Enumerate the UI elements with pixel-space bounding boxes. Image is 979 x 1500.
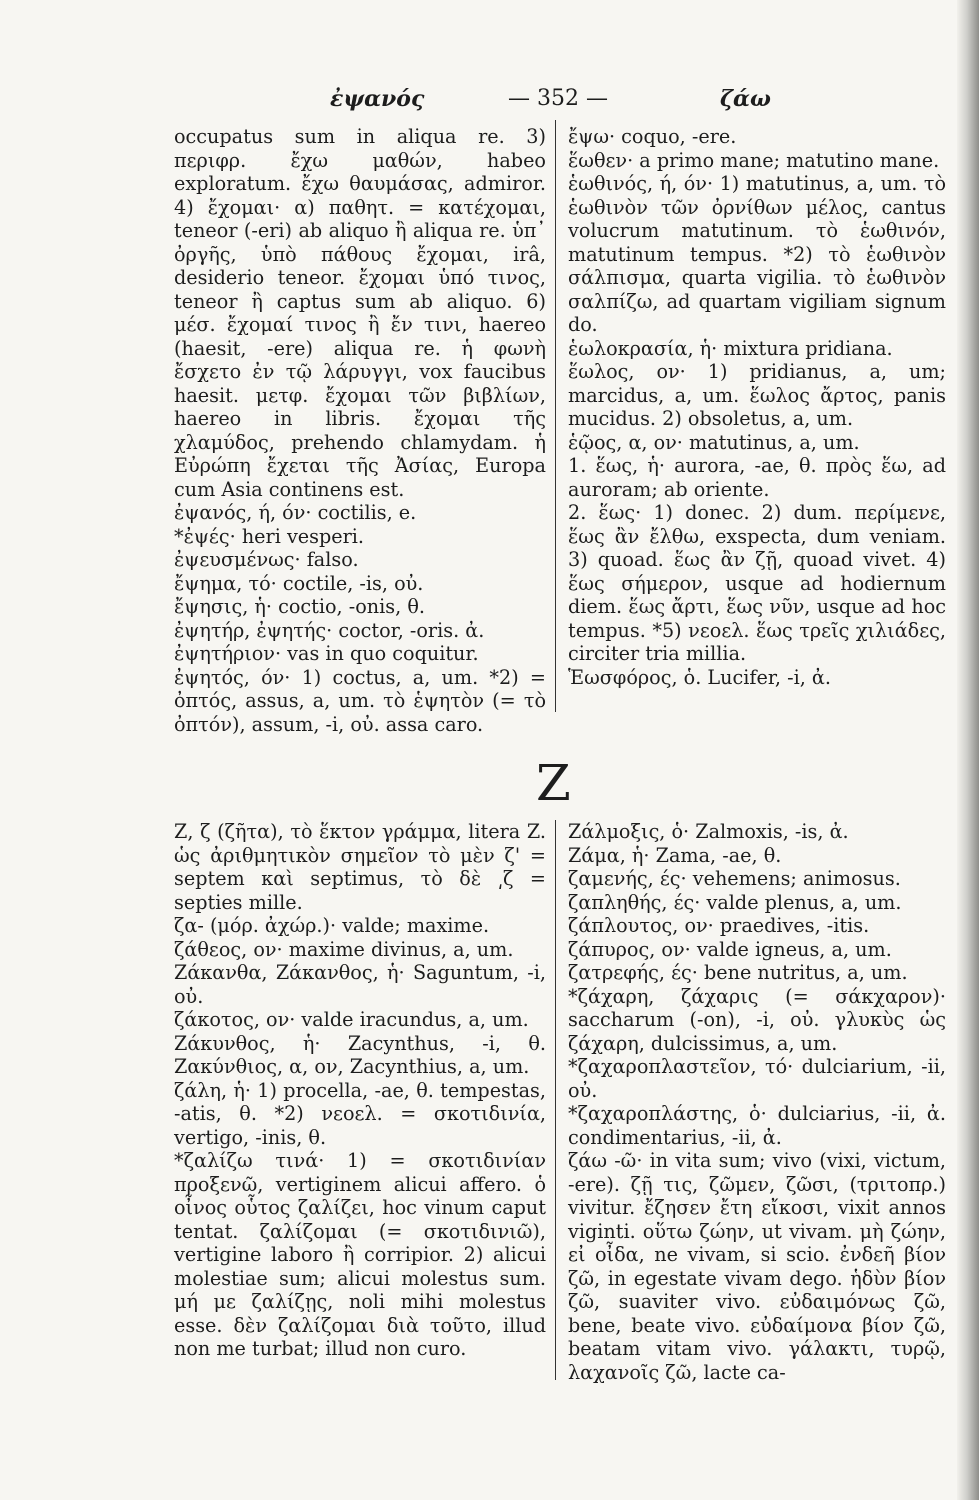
column-top-left bbox=[174, 125, 546, 736]
dictionary-entry: Ζάμα, ἡ· Zama, -ae, θ. bbox=[568, 843, 782, 867]
dictionary-entry: ἐψητήριον· vas in quo coquitur. bbox=[174, 642, 479, 665]
dictionary-entry: Ζάκανθα, Ζάκανθος, ἡ· Saguntum, -i, οὐ. bbox=[174, 961, 546, 1008]
dictionary-entry: Ζ, ζ (ζῆτα), τὸ ἕκτον γράμμα, litera Z. ὡς ἀριθμητικὸν σημεῖον τὸ μὲν ζ' = septem καὶ septimus, τὸ δὲ ͵ζ = septies mille. bbox=[174, 820, 546, 914]
dictionary-entry: *ζαλίζω τινά· 1) = σκοτιδινίαν προξενῶ, vertiginem alicui affero. ὁ οἶνος οὗτος ζαλίζει, hoc vinum caput tentat. ζαλίζομαι (= σκοτιδινιῶ), vertigine laboro ἢ corripior. 2) alicui molestiae sum; alicui molestus sum. μή με ζαλίζῃς, noli mihi molestus esse. δὲν ζαλίζομαι διὰ τοῦτο, illud non me turbat; illud non curo. bbox=[174, 1149, 546, 1360]
header-left-guide-word: ἐψανός bbox=[330, 86, 425, 112]
dictionary-entry: ζάω -ῶ· in vita sum; vivo (vixi, victum, -ere). ζῇ τις, ζῶμεν, ζῶσι, (τριτοπρ.) vivitur. ἔζησεν ἔτη εἴκοσι, vixit annos viginti. οὕτω ζώην, ut vivam. μὴ ζώην, εἰ οἶδα, ne vivam, si scio. ἐνδεῆ βίον ζῶ, in egestate vivam dego. ἡδὺν βίον ζῶ, suaviter vivo. εὐδαιμόνως ζῶ, bene, beate vivo. εὐδαίμονα βίον ζῶ, beatam vitam vivo. γάλακτι, τυρῷ, λαχανοῖς ζῶ, lacte ca- bbox=[568, 1149, 946, 1384]
section-letter: Z bbox=[536, 754, 571, 812]
entry-continuation: occupatus sum in aliqua re. 3) περιφρ. ἔχω μαθών, habeo exploratum. ἔχω θαυμάσας, admiror. 4) ἔχομαι· α) παθητ. = κατέχομαι, teneor (-eri) ab aliquo ἢ aliqua re. ὑπ᾽ ὀργῆς, ὑπὸ πάθους ἔχομαι, irâ, desiderio teneor. ἔχομαι ὑπό τινος, teneor ἢ captus sum ab aliquo. 6) μέσ. ἔχομαί τινος ἢ ἔν τινι, haereo (haesit, -ere) aliqua re. ἡ φωνὴ ἔσχετο ἐν τῷ λάρυγγι, vox faucibus haesit. μετφ. ἔχομαι τῶν βιβλίων, haereo in libris. ἔχομαι τῆς χλαμύδος, prehendo chlamydam. ἡ Εὐρώπη ἔχεται τῆς Ἀσίας, Europa cum Asia continens est. bbox=[174, 125, 546, 501]
dictionary-entry: ζάθεος, ον· maxime divinus, a, um. bbox=[174, 937, 514, 961]
dictionary-entry: ζάπυρος, ον· valde igneus, a, um. bbox=[568, 937, 892, 961]
dictionary-entry: ζαμενής, ές· vehemens; animosus. bbox=[568, 867, 901, 890]
dictionary-entry: ζάκοτος, ον· valde iracundus, a, um. bbox=[174, 1008, 529, 1031]
column-top-right bbox=[568, 125, 946, 689]
dictionary-entry: 1. ἕως, ἡ· aurora, -ae, θ. πρὸς ἕω, ad auroram; ab oriente. bbox=[568, 454, 946, 501]
column-bottom-left bbox=[174, 820, 546, 1361]
dictionary-entry: ἔψημα, τό· coctile, -is, οὐ. bbox=[174, 571, 424, 595]
dictionary-entry: ἐψητός, όν· 1) coctus, a, um. *2) = ὀπτός, assus, a, um. τὸ ἑψητὸν (= τὸ ὀπτόν), assum, -i, οὐ. assa caro. bbox=[174, 665, 546, 736]
dictionary-entry: ἐψανός, ή, όν· coctilis, e. bbox=[174, 501, 417, 524]
dictionary-entry: ἔψησις, ἡ· coctio, -onis, θ. bbox=[174, 595, 425, 618]
dictionary-entry: ἐψητήρ, ἐψητής· coctor, -oris. ἀ. bbox=[174, 618, 485, 642]
dictionary-entry: ἕωλος, ον· 1) pridianus, a, um; marcidus, a, um. ἕωλος ἄρτος, panis mucidus. 2) obsoletus, a, um. bbox=[568, 360, 946, 430]
dictionary-entry: *ζαχαροπλαστεῖον, τό· dulciarium, -ii, οὐ. bbox=[568, 1055, 946, 1102]
dictionary-entry: ζαπληθής, ές· valde plenus, a, um. bbox=[568, 890, 902, 914]
dictionary-entry: Ζάκυνθος, ἡ· Zacynthus, -i, θ. Ζακύνθιος, α, ον, Zacynthius, a, um. bbox=[174, 1031, 546, 1078]
dictionary-entry: ἕωθεν· a primo mane; matutino mane. bbox=[568, 148, 940, 172]
running-header bbox=[250, 86, 810, 120]
dictionary-entry: Ζάλμοξις, ὁ· Zalmoxis, -is, ἀ. bbox=[568, 820, 849, 843]
dictionary-entry: ἑωθινός, ή, όν· 1) matutinus, a, um. τὸ ἑωθινὸν τῶν ὀρνίθων μέλος, cantus volucrum matutinum. τὸ ἑωθινόν, matutinum tempus. *2) τὸ ἑωθινὸν σάλπισμα, quarta vigilia. τὸ ἑωθινὸν σαλπίζω, ad quartam vigiliam signum do. bbox=[568, 172, 946, 336]
dictionary-entry: ἔψω· coquo, -ere. bbox=[568, 125, 737, 148]
dictionary-entry: *ζάχαρη, ζάχαρις (= σάκχαρον)· saccharum (-on), -i, οὐ. γλυκὺς ὡς ζάχαρη, dulcissimus, a, um. bbox=[568, 984, 946, 1055]
dictionary-entry: ζα- (μόρ. ἀχώρ.)· valde; maxime. bbox=[174, 914, 490, 937]
column-bottom-right bbox=[568, 820, 946, 1384]
dictionary-entry: ἑωλοκρασία, ἡ· mixtura pridiana. bbox=[568, 336, 893, 360]
dictionary-entry: ζατρεφής, ές· bene nutritus, a, um. bbox=[568, 961, 908, 984]
dictionary-entry: ζάπλουτος, ον· praedives, -itis. bbox=[568, 914, 870, 937]
dictionary-entry: ἑῷος, α, ον· matutinus, a, um. bbox=[568, 430, 860, 454]
header-right-guide-word: ζάω bbox=[720, 86, 771, 112]
column-divider-bottom bbox=[555, 820, 556, 1380]
page-number: — 352 — bbox=[508, 86, 608, 111]
page-edge-shadow bbox=[957, 0, 979, 1500]
column-divider-top bbox=[555, 120, 556, 712]
dictionary-entry: *ζαχαροπλάστης, ὁ· dulciarius, -ii, ἀ. condimentarius, -ii, ἀ. bbox=[568, 1102, 946, 1149]
dictionary-entry: ζάλη, ἡ· 1) procella, -ae, θ. tempestas, -atis, θ. *2) νεοελ. = σκοτιδινία, vertigo, -inis, θ. bbox=[174, 1078, 546, 1149]
dictionary-entry: 2. ἕως· 1) donec. 2) dum. περίμενε, ἕως ἂν ἔλθω, exspecta, dum veniam. 3) quoad. ἕως ἂν ζῇ, quoad vivet. 4) ἕως σήμερον, usque ad hodiernum diem. ἕως ἄρτι, ἕως νῦν, usque ad hoc tempus. *5) νεοελ. ἕως τρεῖς χιλιάδες, circiter tria millia. bbox=[568, 501, 946, 665]
dictionary-entry: Ἑωσφόρος, ὁ. Lucifer, -i, ἀ. bbox=[568, 665, 831, 689]
dictionary-entry: *ἐψές· heri vesperi. bbox=[174, 524, 365, 548]
dictionary-entry: ἐψευσμένως· falso. bbox=[174, 548, 359, 571]
